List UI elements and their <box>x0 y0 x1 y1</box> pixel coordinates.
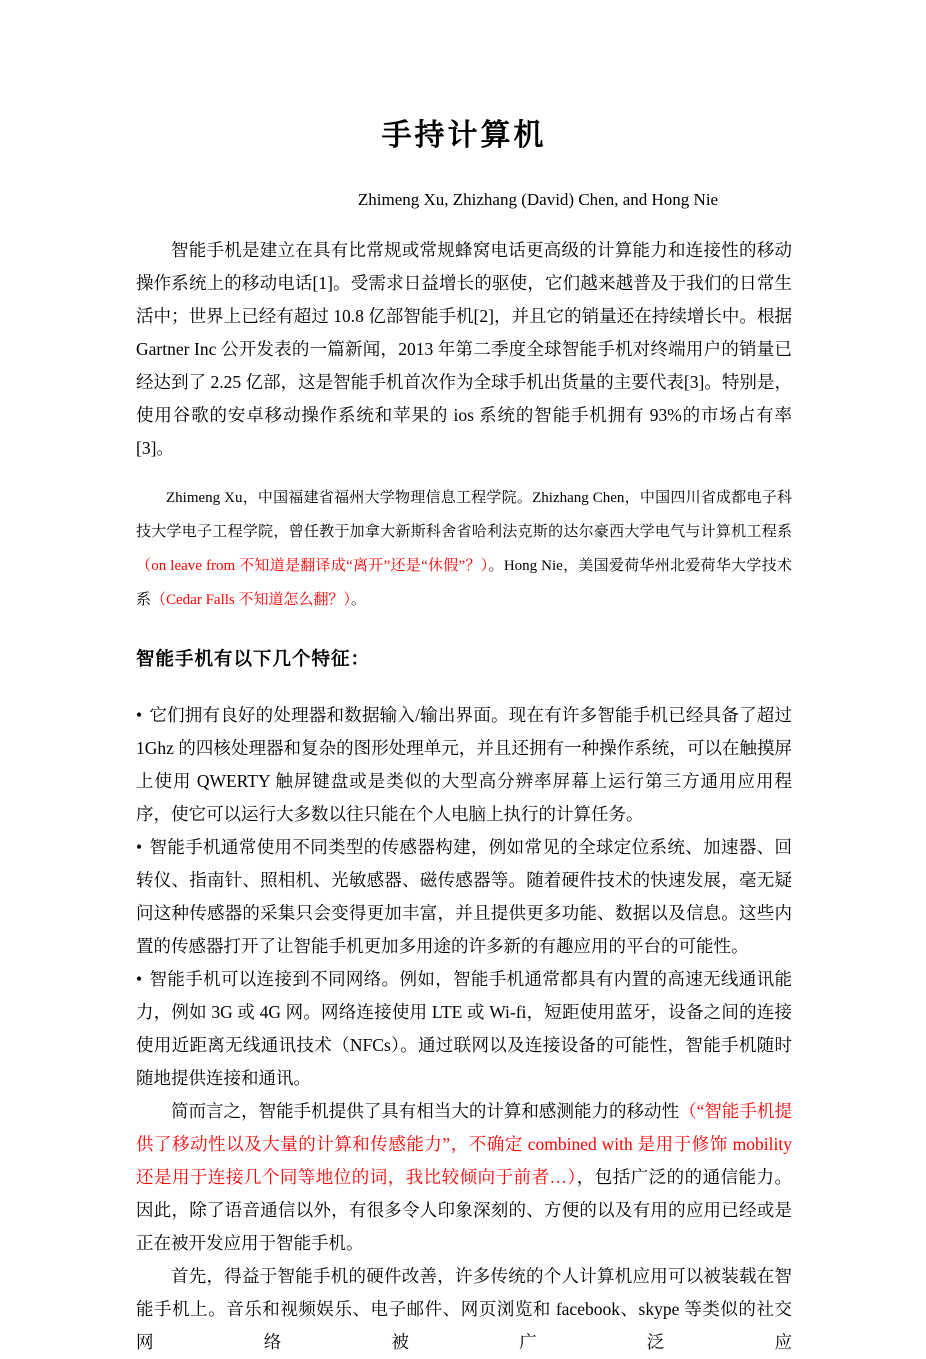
author-byline: Zhimeng Xu, Zhizhang (David) Chen, and Hong Nie <box>357 190 719 209</box>
intro-paragraph: 智能手机是建立在具有比常规或常规蜂窝电话更高级的计算能力和连接性的移动操作系统上的移动电话[1]。受需求日益增长的驱使，它们越来越普及于我们的日常生活中；世界上已经有超过 10.8 亿部智能手机[2]，并且它的销量还在持续增长中。根据 Gartner Inc 公开发表的一篇新闻，2013 年第二季度全球智能手机对终端用户的销量已经达到了 2.25 亿部，这是智能手机首次作为全球手机出货量的主要代表[3]。特别是，使用谷歌的安卓移动操作系统和苹果的 ios 系统的智能手机拥有 93%的市场占有率[3]。 <box>136 240 792 458</box>
translator-note-run: （on leave from 不知道是翻译成“离开”还是“休假”？） <box>136 558 489 574</box>
bullet-icon: • <box>136 837 143 857</box>
affiliation-text-run: 。Hong Nie，美国爱荷华州北爱荷华大学技术系 <box>136 558 792 608</box>
affiliation-text-run: 。 <box>351 592 367 608</box>
summary-text-run: 简而言之，智能手机提供了具有相当大的计算和感测能力的移动性 <box>171 1101 680 1121</box>
summary-text-run: ，包括广泛的的通信能力。因此，除了语音通信以外，有很多令人印象深刻的、方便的以及有用的应用已经或是正在被开发应用于智能手机。 <box>136 1167 793 1253</box>
feature-text: 它们拥有良好的处理器和数据输入/输出界面。现在有许多智能手机已经具备了超过 1Ghz 的四核处理器和复杂的图形处理单元，并且还拥有一种操作系统，可以在触摸屏上使用 QWERTY 触屏键盘或是类似的大型高分辨率屏幕上运行第三方通用应用程序，使它可以运行大多数以往只能在个人电脑上执行的计算任务。 <box>136 705 797 824</box>
summary-paragraph <box>136 1095 797 1260</box>
features-heading: 智能手机有以下几个特征： <box>136 650 371 670</box>
closing-paragraph: 首先，得益于智能手机的硬件改善，许多传统的个人计算机应用可以被装载在智能手机上。音乐和视频娱乐、电子邮件、网页浏览和 facebook、skype 等类似的社交网络被广泛应 <box>136 1266 792 1352</box>
affiliation-text-run: Zhimeng Xu，中国福建省福州大学物理信息工程学院。Zhizhang Chen，中国四川省成都电子科技大学电子工程学院，曾任教于加拿大新斯科舍省哈利法克斯的达尔豪西大学电气与计算机工程系 <box>136 490 792 540</box>
bullet-icon: • <box>136 705 143 725</box>
document-title: 手持计算机 <box>381 119 547 152</box>
feature-text: 智能手机可以连接到不同网络。例如，智能手机通常都具有内置的高速无线通讯能力，例如 3G 或 4G 网。网络连接使用 LTE 或 Wi-fi，短距使用蓝牙，设备之间的连接使用近距离无线通讯技术（NFCs）。通过联网以及连接设备的可能性，智能手机随时随地提供连接和通讯。 <box>136 969 792 1088</box>
translator-note-run: （“智能手机提供了移动性以及大量的计算和传感能力”，不确定 combined with 是用于修饰 mobility 还是用于连接几个同等地位的词，我比较倾向于前者…） <box>136 1101 797 1187</box>
bullet-icon: • <box>136 969 143 989</box>
features-list <box>136 699 797 1095</box>
feature-item <box>136 831 792 963</box>
author-affiliation-note <box>136 481 792 617</box>
feature-item <box>136 963 792 1095</box>
feature-item <box>136 699 797 831</box>
translator-note-run: （Cedar Falls 不知道怎么翻？） <box>151 592 352 608</box>
feature-text: 智能手机通常使用不同类型的传感器构建，例如常见的全球定位系统、加速器、回转仪、指南针、照相机、光敏感器、磁传感器等。随着硬件技术的快速发展，毫无疑问这种传感器的采集只会变得更加丰富，并且提供更多功能、数据以及信息。这些内置的传感器打开了让智能手机更加多用途的许多新的有趣应用的平台的可能性。 <box>136 837 792 956</box>
